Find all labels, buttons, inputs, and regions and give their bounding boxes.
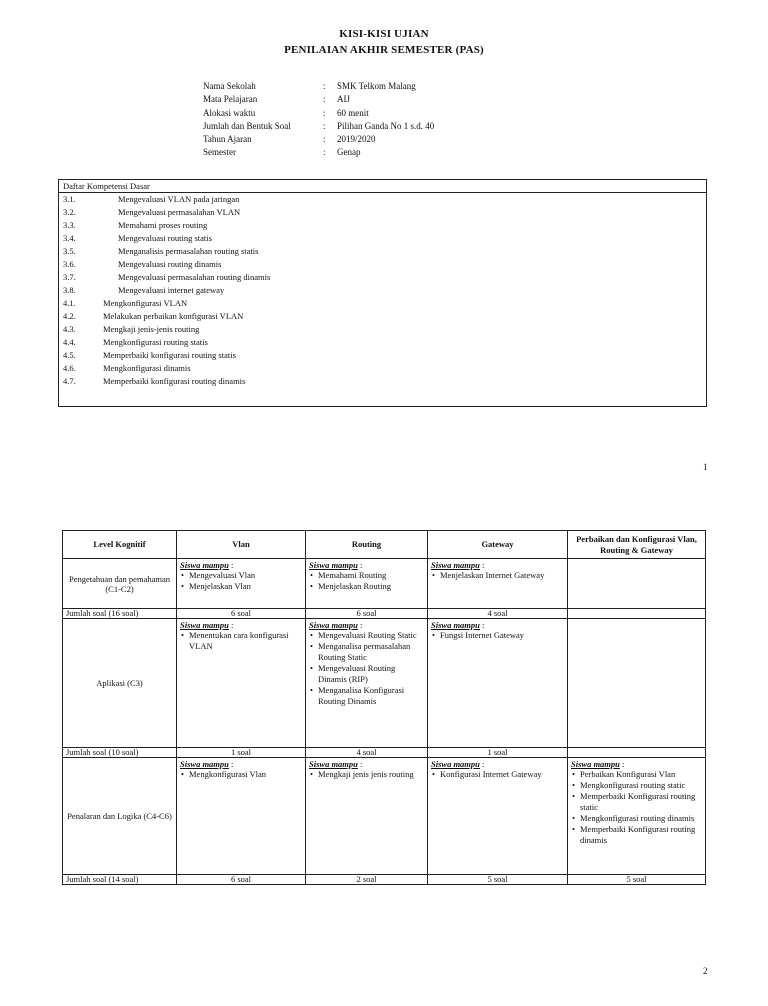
kd-text: Menganalisis permasalahan routing statis [118,246,259,256]
kd-item [63,375,270,388]
siswa-mampu-colon: : [228,560,234,570]
skill-cell [306,559,428,609]
count-row [63,609,706,619]
info-value: 2019/2020 [337,134,376,145]
kd-item [63,206,270,219]
skill-cell [568,619,706,748]
skill-item: • Mengkaji jenis jenis routing [309,769,424,780]
skill-list [431,630,564,641]
page-number-1: 1 [703,462,708,472]
table-row [63,619,706,748]
skill-list [309,769,424,780]
siswa-mampu-text: Siswa mampu [431,759,480,769]
siswa-mampu-label [431,759,564,769]
info-key: Alokasi waktu [203,107,256,118]
kd-item [63,232,270,245]
page-number-2: 2 [703,966,708,976]
kd-text: Memperbaiki konfigurasi routing dinamis [103,376,246,386]
info-colon: : [323,134,326,145]
count-cell: 6 soal [177,609,306,619]
kisi-kisi-table [62,530,706,885]
siswa-mampu-label [309,620,424,630]
info-key: Semester [203,147,236,158]
kd-number: 4.3. [63,324,76,334]
kd-number: 3.3. [63,220,76,230]
kd-item [63,323,270,336]
siswa-mampu-label [309,560,424,570]
level-cell: Aplikasi (C3) [63,619,177,748]
count-cell: 6 soal [306,609,428,619]
kd-text: Memperbaiki konfigurasi routing statis [103,350,236,360]
siswa-mampu-colon: : [357,620,363,630]
siswa-mampu-text: Siswa mampu [309,759,358,769]
count-cell: 5 soal [428,875,568,885]
skill-cell [428,619,568,748]
doc-subtitle: PENILAIAN AKHIR SEMESTER (PAS) [284,44,484,56]
skill-item: • Mengevaluasi Vlan [180,570,302,581]
skill-item: • Fungsi Internet Gateway [431,630,564,641]
header-vlan: Vlan [177,531,306,559]
siswa-mampu-text: Siswa mampu [431,560,480,570]
info-colon: : [323,94,326,105]
kd-item [63,271,270,284]
kd-text: Mengevaluasi permasalahan VLAN [118,207,241,217]
kd-number: 3.5. [63,246,76,256]
siswa-mampu-label [180,759,302,769]
kd-number: 3.1. [63,194,76,204]
siswa-mampu-colon: : [357,759,363,769]
count-cell: 4 soal [428,609,568,619]
siswa-mampu-text: Siswa mampu [571,759,620,769]
skill-item: • Mengevaluasi Routing Static [309,630,424,641]
skill-item: • Menjelaskan Vlan [180,581,302,592]
kd-list [63,193,270,388]
kd-item [63,284,270,297]
kd-text: Mengevaluasi VLAN pada jaringan [118,194,240,204]
skill-list [180,630,302,652]
siswa-mampu-label [571,759,702,769]
skill-cell [177,619,306,748]
siswa-mampu-label [309,759,424,769]
skill-item: • Memahami Routing [309,570,424,581]
info-row [203,93,434,106]
kd-text: Memahami proses routing [118,220,208,230]
count-label: Jumlah soal (16 soal) [63,609,177,619]
kd-number: 4.4. [63,337,76,347]
kd-text: Mengevaluasi routing dinamis [118,259,222,269]
kd-item [63,310,270,323]
skill-item: • Konfigurasi Internet Gateway [431,769,564,780]
info-colon: : [323,81,326,91]
skill-cell [306,758,428,875]
level-cell: Penalaran dan Logika (C4-C6) [63,758,177,875]
skill-list [180,570,302,592]
kd-item [63,297,270,310]
kd-item [63,258,270,271]
count-cell: 1 soal [177,748,306,758]
info-colon: : [323,147,326,158]
siswa-mampu-label [431,620,564,630]
siswa-mampu-colon: : [479,620,485,630]
kd-number: 4.1. [63,298,76,308]
info-value: SMK Telkom Malang [337,81,416,91]
kd-item [63,219,270,232]
skill-cell [177,559,306,609]
school-info [203,80,434,160]
kd-heading: Daftar Kompetensi Dasar [63,181,150,191]
count-cell: 6 soal [177,875,306,885]
kd-text: Mengkonfigurasi VLAN [103,298,188,308]
kd-number: 4.2. [63,311,76,321]
skill-list [431,769,564,780]
info-key: Jumlah dan Bentuk Soal [203,120,291,131]
siswa-mampu-label [431,560,564,570]
kd-number: 3.8. [63,285,76,295]
count-cell [568,609,706,619]
skill-item: • Menganalisa Konfigurasi Routing Dinamis [309,685,424,707]
header-routing: Routing [306,531,428,559]
skill-list [309,630,424,707]
skill-list [571,769,702,846]
kd-item [63,362,270,375]
skill-cell [306,619,428,748]
info-colon: : [323,107,326,118]
siswa-mampu-text: Siswa mampu [180,560,229,570]
siswa-mampu-label [180,620,302,630]
kd-text: Mengevaluasi routing statis [118,233,212,243]
info-key: Mata Pelajaran [203,94,258,105]
skill-list [309,570,424,592]
skill-cell [428,758,568,875]
kompetensi-dasar-box [58,179,707,407]
kd-item [63,245,270,258]
skill-list [431,570,564,581]
info-value: AIJ [337,94,350,105]
count-cell: 5 soal [568,875,706,885]
skill-item: • Perbaikan Konfigurasi Vlan [571,769,702,780]
header-level: Level Kognitif [63,531,177,559]
siswa-mampu-label [180,560,302,570]
count-cell: 2 soal [306,875,428,885]
kd-number: 3.4. [63,233,76,243]
count-row [63,875,706,885]
skill-item: • Memperbaiki Konfigurasi routing dinamis [571,824,702,846]
kd-item [63,349,270,362]
table-header-row [63,531,706,559]
kd-text: Melakukan perbaikan konfigurasi VLAN [103,311,244,321]
siswa-mampu-colon: : [228,759,234,769]
skill-item: • Menentukan cara konfigurasi VLAN [180,630,302,652]
siswa-mampu-text: Siswa mampu [431,620,480,630]
info-value: Genap [337,147,361,158]
count-cell: 1 soal [428,748,568,758]
count-row [63,748,706,758]
info-key: Tahun Ajaran [203,134,252,145]
count-label: Jumlah soal (14 soal) [63,875,177,885]
kd-number: 4.7. [63,376,76,386]
kd-item [63,336,270,349]
info-value: 60 menit [337,107,369,118]
count-cell [568,748,706,758]
kd-number: 4.6. [63,363,76,373]
skill-cell [428,559,568,609]
info-row [203,146,434,159]
skill-cell [568,758,706,875]
info-row [203,133,434,146]
skill-list [180,769,302,780]
skill-item: • Memperbaiki Konfigurasi routing static [571,791,702,813]
level-cell: Pengetahuan dan pemahaman (C1-C2) [63,559,177,609]
skill-item: • Mengkonfigurasi Vlan [180,769,302,780]
skill-item: • Mengkonfigurasi routing dinamis [571,813,702,824]
kd-number: 4.5. [63,350,76,360]
table-row [63,758,706,875]
kd-number: 3.6. [63,259,76,269]
skill-item: • Menjelaskan Internet Gateway [431,570,564,581]
kd-text: Mengkonfigurasi routing statis [103,337,208,347]
doc-title: KISI-KISI UJIAN [339,28,429,40]
table-row [63,559,706,609]
kd-text: Mengkaji jenis-jenis routing [103,324,200,334]
skill-item: • Menjelaskan Routing [309,581,424,592]
siswa-mampu-colon: : [357,560,363,570]
siswa-mampu-text: Siswa mampu [309,560,358,570]
siswa-mampu-colon: : [619,759,625,769]
kd-item [63,193,270,206]
kd-text: Mengkonfigurasi dinamis [103,363,191,373]
count-cell: 4 soal [306,748,428,758]
skill-item: • Menganalisa permasalahan Routing Static [309,641,424,663]
skill-cell [568,559,706,609]
kd-text: Mengevaluasi permasalahan routing dinamis [118,272,271,282]
siswa-mampu-colon: : [228,620,234,630]
skill-item: • Mengkonfigurasi routing static [571,780,702,791]
info-key: Nama Sekolah [203,81,256,91]
siswa-mampu-colon: : [479,759,485,769]
siswa-mampu-text: Siswa mampu [180,759,229,769]
info-value: Pilihan Ganda No 1 s.d. 40 [337,120,435,131]
count-label: Jumlah soal (10 soal) [63,748,177,758]
info-row [203,107,434,120]
skill-cell [177,758,306,875]
kd-number: 3.2. [63,207,76,217]
info-row [203,120,434,133]
siswa-mampu-text: Siswa mampu [309,620,358,630]
info-row [203,80,434,93]
siswa-mampu-colon: : [479,560,485,570]
siswa-mampu-text: Siswa mampu [180,620,229,630]
skill-item: • Mengevaluasi Routing Dinamis (RIP) [309,663,424,685]
header-gateway: Gateway [428,531,568,559]
info-colon: : [323,120,326,131]
header-perbaikan: Perbaikan dan Konfigurasi Vlan, Routing & Gateway [568,531,706,559]
kd-number: 3.7. [63,272,76,282]
kd-text: Mengevaluasi internet gateway [118,285,225,295]
